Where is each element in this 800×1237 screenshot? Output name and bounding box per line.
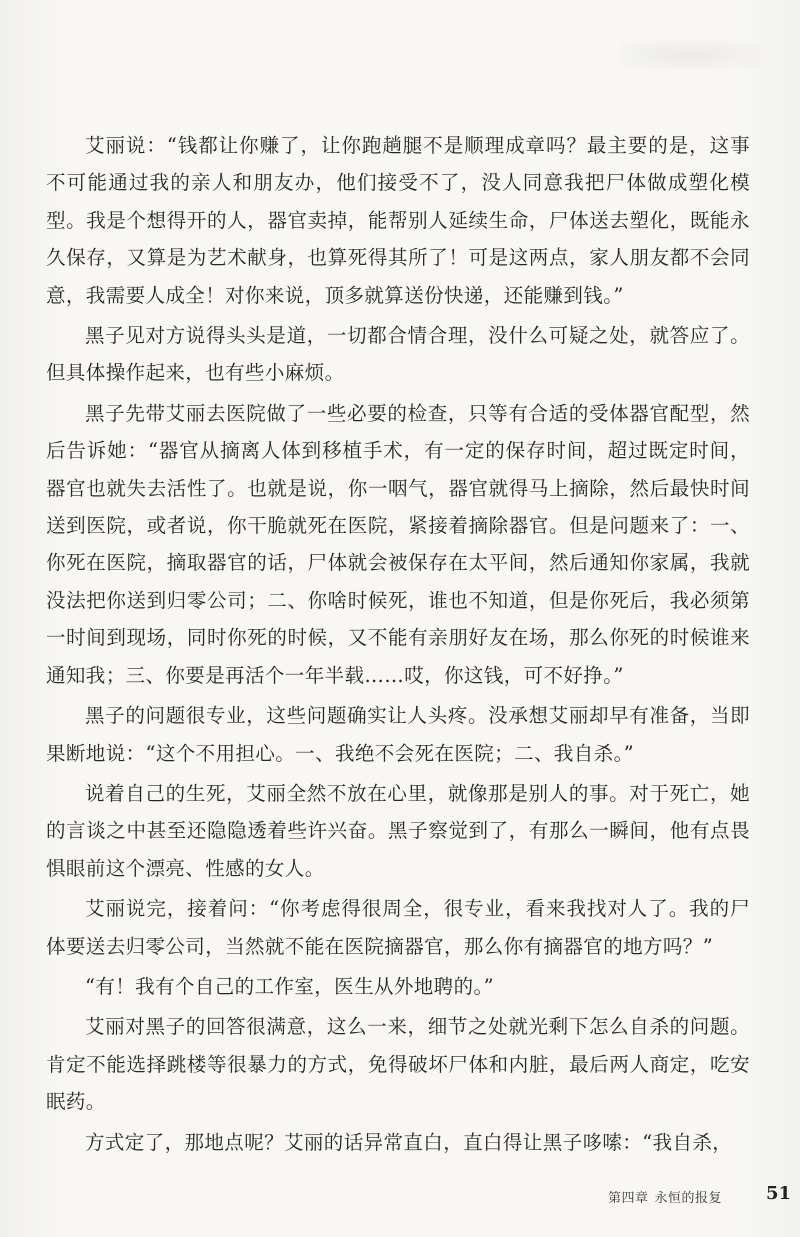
- running-footer-chapter: [608, 1187, 722, 1206]
- paragraph: 艾丽对黑子的回答很满意，这么一来，细节之处就光剩下怎么自杀的问题。肯定不能选择跳楼等很暴力的方式，免得破坏尸体和内脏，最后两人商定，吃安眠药。: [46, 1015, 750, 1114]
- page-number: 51: [766, 1183, 792, 1204]
- scan-shadow: [620, 40, 760, 70]
- paragraph: 艾丽说：“钱都让你赚了，让你跑趟腿不是顺理成章吗？最主要的是，这事不可能通过我的亲人和朋友办，他们接受不了，没人同意我把尸体做成塑化模型。我是个想得开的人，器官卖掉，能帮别人延续生命，尸体送去塑化，既能永久保存，又算是为艺术献身，也算死得其所了！可是这两点，家人朋友都不会同意，我需要人成全！对你来说，顶多就算送份快递，还能赚到钱。”: [46, 134, 750, 307]
- page-footer: [560, 1183, 800, 1207]
- paragraph: 方式定了，那地点呢？艾丽的话异常直白，直白得让黑子哆嗦：“我自杀，: [85, 1130, 733, 1154]
- paragraph: 黑子见对方说得头头是道，一切都合情合理，没什么可疑之处，就答应了。但具体操作起来，也有些小麻烦。: [46, 324, 750, 385]
- paragraph: 说着自己的生死，艾丽全然不放在心里，就像那是别人的事。对于死亡，她的言谈之中甚至还隐隐透着些许兴奋。黑子察觉到了，有那么一瞬间，他有点畏惧眼前这个漂亮、性感的女人。: [46, 781, 750, 880]
- paragraph: 艾丽说完，接着问：“你考虑得很周全，很专业，看来我找对人了。我的尸体要送去归零公司，当然就不能在医院摘器官，那么你有摘器官的地方吗？”: [46, 897, 750, 958]
- paragraph: “有！我有个自己的工作室，医生从外地聘的。”: [85, 974, 494, 998]
- chapter-title: 永恒的报复: [654, 1191, 723, 1206]
- paragraph: 黑子的问题很专业，这些问题确实让人头疼。没承想艾丽却早有准备，当即果断地说：“这个不用担心。一、我绝不会死在医院；二、我自杀。”: [46, 704, 750, 765]
- chapter-number: 第四章: [608, 1191, 649, 1206]
- body-text: [46, 127, 750, 1164]
- paragraph: 黑子先带艾丽去医院做了一些必要的检查，只等有合适的受体器官配型，然后告诉她：“器官从摘离人体到移植手术，有一定的保存时间，超过既定时间，器官也就失去活性了。也就是说，你一咽气，器官就得马上摘除，然后最快时间送到医院，或者说，你干脆就死在医院，紧接着摘除器官。但是问题来了：一、你死在医院，摘取器官的话，尸体就会被保存在太平间，然后通知你家属，我就没法把你送到归零公司；二、你啥时候死，谁也不知道，但是你死后，我必须第一时间到现场，同时你死的时候，又不能有亲朋好友在场，那么你死的时候谁来通知我；三、你要是再活个一年半载……哎，你这钱，可不好挣。”: [46, 401, 750, 687]
